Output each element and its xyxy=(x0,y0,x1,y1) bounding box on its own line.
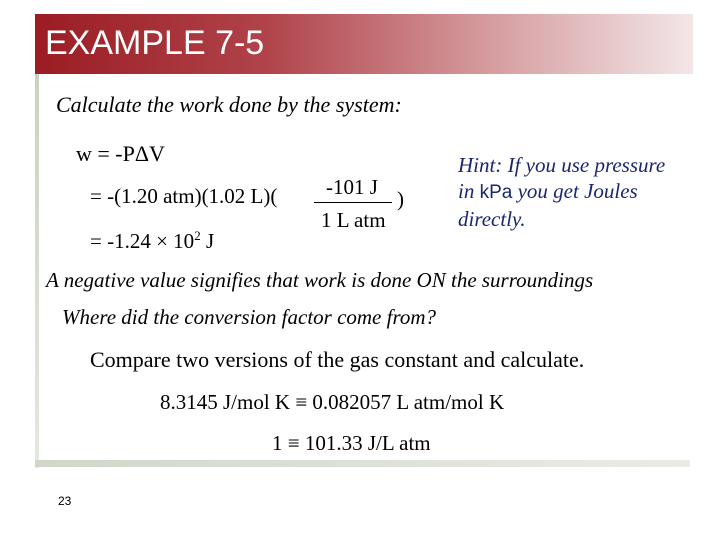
compare-text: Compare two versions of the gas constant and calculate. xyxy=(90,347,585,372)
fraction-denominator: 1 L atm xyxy=(321,208,386,232)
bottom-rule xyxy=(35,460,690,467)
step2-equation xyxy=(90,228,214,254)
title-bar xyxy=(35,14,693,74)
fraction-bar xyxy=(314,202,392,203)
step1-prefix: = -(1.20 atm)(1.02 L)( xyxy=(90,184,278,208)
hint-part2: you get Joules directly. xyxy=(458,179,638,231)
intro-text: Calculate the work done by the system: xyxy=(56,92,402,117)
work-equation: w = -PΔV xyxy=(76,141,165,166)
hint-text xyxy=(458,152,668,232)
page-number: 23 xyxy=(58,494,72,508)
hint-part1: Hint: If you use pressure in xyxy=(458,153,666,203)
gas-constant-equivalence: 8.3145 J/mol K ≡ 0.082057 L atm/mol K xyxy=(160,390,505,414)
step2-unit: J xyxy=(200,229,215,253)
step2-prefix: = -1.24 × 10 xyxy=(90,229,195,253)
slide-title: EXAMPLE 7-5 xyxy=(45,24,265,62)
negative-note: A negative value signifies that work is done ON the surroundings xyxy=(46,268,594,292)
unit-equivalence: 1 ≡ 101.33 J/L atm xyxy=(272,431,431,455)
left-rule xyxy=(35,74,39,468)
step1-suffix: ) xyxy=(397,187,404,211)
question-text: Where did the conversion factor come from? xyxy=(62,305,437,329)
hint-kpa: kPa xyxy=(479,182,513,203)
fraction-numerator: -101 J xyxy=(326,175,378,199)
step2-exponent: 2 xyxy=(194,228,201,243)
